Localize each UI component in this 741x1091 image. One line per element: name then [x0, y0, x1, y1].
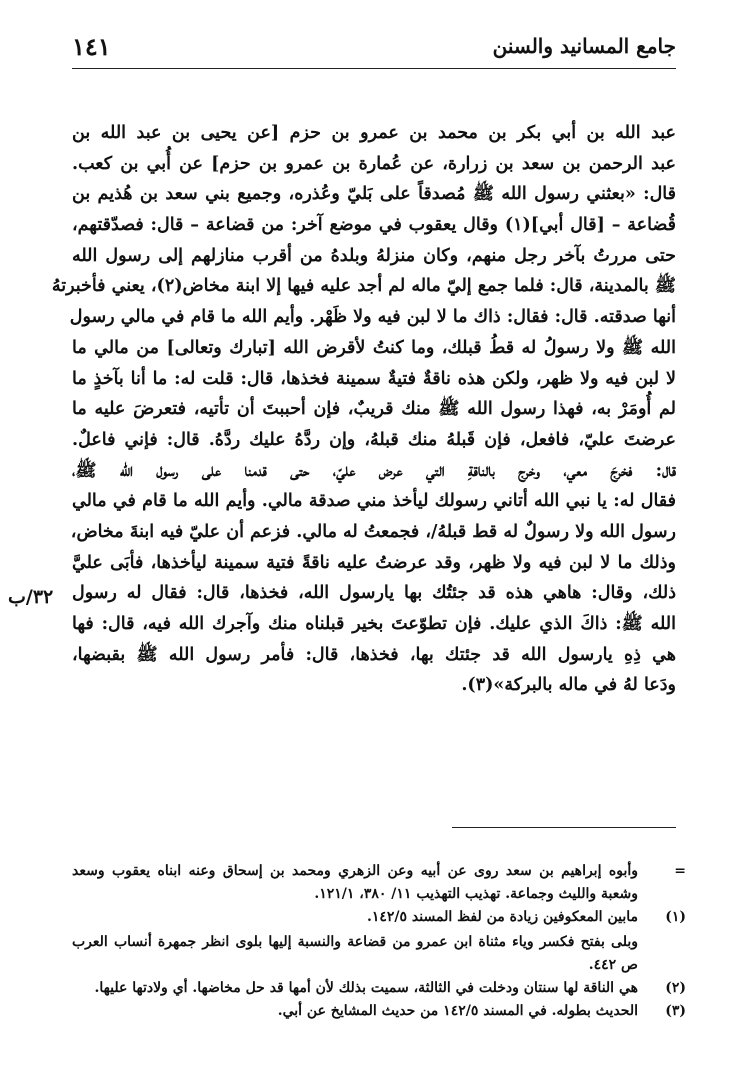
footnote-marker: =	[674, 863, 686, 879]
text-line: هي ذِهِ يارسول الله قد جئتك بها، فخذها، قال: فأمر رسول الله ﷺ بقبضها،	[72, 644, 676, 665]
text-line: الله ﷺ: ذاكَ الذي عليك. فإن تطوّعتَ بخير قبلناه منك وآجرك الله فيه، قال: فها	[72, 614, 676, 634]
text-line: حتى مررتُ بآخر رجل منهم، وكان منزلهُ وبلدهُ من أقرب منازلهم إلى رسول الله	[72, 245, 676, 266]
running-title: جامع المسانيد والسنن	[492, 34, 676, 58]
text-line: عبد الله بن أبي بكر بن محمد بن عمرو بن حزم [عن يحيى بن عبد الله بن	[72, 123, 676, 143]
footnote-marker: (٣)	[665, 1003, 686, 1019]
margin-folio-note: ٣٢/ب	[8, 586, 54, 608]
footnote-1	[72, 906, 686, 977]
footnote-text: الحديث بطوله. في المسند ١٤٢/٥ من حديث المشايخ عن أبي.	[277, 1003, 638, 1019]
footnote-text: وأبوه إبراهيم بن سعد روى عن أبيه وعن الزهري ومحمد بن إسحاق وعنه ابناه يعقوب وسعد وشعبة والليث وجماعة. تهذيب التهذيب ١١/ ٣٨٠، ١٢١/١.	[72, 863, 638, 902]
page-header	[72, 28, 676, 69]
footnotes	[72, 860, 686, 1023]
footnote-separator	[452, 827, 676, 828]
text-line: فقال له: يا نبي الله أتاني رسولك ليأخذ مني صدقة مالي. وأيم الله ما قام في مالي	[72, 491, 676, 512]
text-line: لا لبن فيه ولا ظهر، ولكن هذه ناقةٌ فتيةٌ سمينة فخذها، قال: قلت له: ما أنا بآخذٍ ما	[72, 368, 676, 389]
page-number: ١٤١	[72, 32, 111, 61]
footnote-3	[72, 1000, 686, 1023]
text-line: الله ﷺ ولا رسولُ له قطُ قبلك، وما كنتُ لأقرض الله [تبارك وتعالى] من مالي ما	[72, 337, 676, 358]
footnote-text: وبلى بفتح فكسر وياء مثناة ابن عمرو من قضاعة والنسبة إليها بلوى انظر جمهرة أنساب العرب ص ٤٤٢.	[72, 934, 638, 973]
text-line: أنها صدقته. قال: فقال: ذاك ما لا لبن فيه ولا ظَهْر. وأيم الله ما قام في مالي رسول	[69, 307, 676, 328]
footnote-marker: (٢)	[665, 980, 686, 996]
text-line: ﷺ بالمدينة، قال: فلما جمع إليّ ماله لم أجد عليه فيها إلا ابنة مخاض(٢)، يعني فأخبرتهُ	[51, 276, 676, 297]
text-line: لم أُومَرْ به، فهذا رسول الله ﷺ منك قريبٌ، فإن أحببتَ أن تأتيه، فتعرضَ عليه ما	[72, 399, 676, 420]
text-line: وذلك ما لا لبن فيه ولا ظهر، وقد عرضتُ عليه ناقةً فتية سمينة ليأخذها، فأبَى عليَّ	[72, 552, 676, 573]
text-line: قُضاعة – [قال أبي](١) وقال يعقوب في موضع آخر: من قضاعة – قال: فصدّقتهم،	[72, 215, 676, 236]
footnote-continuation	[72, 860, 686, 906]
text-line: قال: فخرجَ معي، وخرج بالناقةِ التي عرض عليّ، حتى قدمنا على رسول الله ﷺ،	[72, 460, 676, 481]
text-line: عبد الرحمن بن سعد بن زرارة، عن عُمارة بن عمرو بن حزم] عن أُبي بن كعب.	[72, 153, 676, 174]
footnote-text: مابين المعكوفين زيادة من لفظ المسند ١٤٢/٥.	[366, 909, 638, 925]
footnote-text: هي الناقة لها سنتان ودخلت في الثالثة، سميت بذلك لأن أمها قد حل مخاضها. أي ولادتها عليها.	[94, 980, 638, 996]
text-line: قال: «بعثني رسول الله ﷺ مُصدقاً على بَليّ وعُذره، وجميع بني سعد بن هُذيم بن	[72, 184, 676, 205]
main-text	[51, 118, 676, 701]
footnote-marker: (١)	[665, 909, 686, 925]
text-line: ودَعا لهُ في ماله بالبركة»(٣).	[461, 675, 676, 696]
text-line: عرضتَ عليّ، فافعل، فإن قَبلهُ منك قبلهُ، وإن ردَّهُ عليك ردَّهُ. قال: فإني فاعلٌ.	[72, 429, 676, 450]
text-line: ذلك، وقال: هاهي هذه قد جئتُك بها يارسول الله، فخذها، قال: فقال له رسول	[72, 583, 676, 604]
text-line: رسول الله ولا رسولٌ له قط قبلهُ/، فجمعتُ له مالي. فزعم أن عليّ فيه ابنةَ مخاض،	[70, 521, 676, 542]
footnote-2	[72, 977, 686, 1000]
